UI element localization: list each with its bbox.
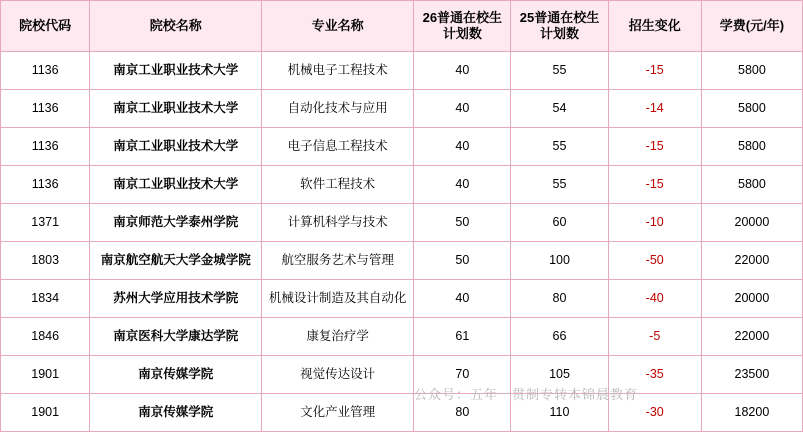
column-header-plan-25: 25普通在校生计划数: [511, 1, 608, 52]
cell-school-code: 1803: [1, 242, 90, 280]
cell-tuition: 5800: [701, 166, 802, 204]
cell-school-code: 1136: [1, 90, 90, 128]
cell-major-name: 电子信息工程技术: [262, 128, 414, 166]
column-header-school-code: 院校代码: [1, 1, 90, 52]
table-row: [1, 318, 803, 356]
cell-plan-25: 55: [511, 128, 608, 166]
cell-plan-26: 61: [414, 318, 511, 356]
table-row: [1, 242, 803, 280]
column-header-school-name: 院校名称: [90, 1, 262, 52]
cell-major-name: 软件工程技术: [262, 166, 414, 204]
cell-school-code: 1901: [1, 356, 90, 394]
cell-enrollment-change: -10: [608, 204, 701, 242]
cell-plan-25: 55: [511, 52, 608, 90]
cell-school-name: 南京师范大学泰州学院: [90, 204, 262, 242]
cell-plan-25: 105: [511, 356, 608, 394]
cell-school-code: 1901: [1, 394, 90, 432]
cell-plan-25: 100: [511, 242, 608, 280]
cell-school-name: 南京工业职业技术大学: [90, 52, 262, 90]
column-header-major-name: 专业名称: [262, 1, 414, 52]
cell-major-name: 机械设计制造及其自动化: [262, 280, 414, 318]
cell-tuition: 23500: [701, 356, 802, 394]
cell-tuition: 22000: [701, 318, 802, 356]
cell-major-name: 视觉传达设计: [262, 356, 414, 394]
cell-plan-26: 50: [414, 204, 511, 242]
cell-plan-26: 80: [414, 394, 511, 432]
cell-plan-26: 40: [414, 280, 511, 318]
table-row: [1, 166, 803, 204]
table-header: [1, 1, 803, 52]
watermark-text: 公众号：五年一贯制专转本锦晨教育: [414, 387, 639, 402]
cell-school-code: 1136: [1, 166, 90, 204]
cell-enrollment-change: -15: [608, 52, 701, 90]
cell-plan-25: 80: [511, 280, 608, 318]
cell-enrollment-change: -5: [608, 318, 701, 356]
table-row: [1, 128, 803, 166]
cell-major-name: 自动化技术与应用: [262, 90, 414, 128]
cell-plan-25: 110: [511, 394, 608, 432]
table-row: [1, 280, 803, 318]
cell-school-code: 1371: [1, 204, 90, 242]
table-row: [1, 356, 803, 394]
cell-plan-26: 40: [414, 90, 511, 128]
cell-tuition: 22000: [701, 242, 802, 280]
cell-school-name: 苏州大学应用技术学院: [90, 280, 262, 318]
cell-plan-25: 60: [511, 204, 608, 242]
cell-plan-26: 50: [414, 242, 511, 280]
cell-tuition: 5800: [701, 128, 802, 166]
cell-school-name: 南京工业职业技术大学: [90, 166, 262, 204]
table-body: [1, 52, 803, 432]
table-row: [1, 52, 803, 90]
cell-major-name: 机械电子工程技术: [262, 52, 414, 90]
cell-school-code: 1846: [1, 318, 90, 356]
cell-enrollment-change: -30: [608, 394, 701, 432]
cell-school-code: 1136: [1, 52, 90, 90]
column-header-tuition: 学费(元/年): [701, 1, 802, 52]
cell-plan-26: 40: [414, 52, 511, 90]
cell-tuition: 18200: [701, 394, 802, 432]
cell-enrollment-change: -14: [608, 90, 701, 128]
cell-major-name: 计算机科学与技术: [262, 204, 414, 242]
cell-tuition: 5800: [701, 90, 802, 128]
cell-plan-26: 70: [414, 356, 511, 394]
cell-school-name: 南京航空航天大学金城学院: [90, 242, 262, 280]
cell-school-name: 南京工业职业技术大学: [90, 90, 262, 128]
cell-enrollment-change: -50: [608, 242, 701, 280]
cell-plan-25: 55: [511, 166, 608, 204]
cell-plan-25: 54: [511, 90, 608, 128]
cell-plan-26: 40: [414, 166, 511, 204]
table-row: [1, 204, 803, 242]
cell-school-name: 南京医科大学康达学院: [90, 318, 262, 356]
column-header-enrollment-change: 招生变化: [608, 1, 701, 52]
cell-tuition: 5800: [701, 52, 802, 90]
cell-major-name: 航空服务艺术与管理: [262, 242, 414, 280]
cell-major-name: 文化产业管理: [262, 394, 414, 432]
cell-school-code: 1834: [1, 280, 90, 318]
cell-tuition: 20000: [701, 280, 802, 318]
column-header-plan-26: 26普通在校生计划数: [414, 1, 511, 52]
cell-tuition: 20000: [701, 204, 802, 242]
cell-school-name: 南京工业职业技术大学: [90, 128, 262, 166]
table-header-row: [1, 1, 803, 52]
cell-enrollment-change: -40: [608, 280, 701, 318]
cell-school-name: 南京传媒学院: [90, 394, 262, 432]
cell-plan-25: 66: [511, 318, 608, 356]
table-row: [1, 394, 803, 432]
cell-enrollment-change: -15: [608, 166, 701, 204]
cell-enrollment-change: -35: [608, 356, 701, 394]
cell-school-name: 南京传媒学院: [90, 356, 262, 394]
cell-plan-26: 40: [414, 128, 511, 166]
cell-school-code: 1136: [1, 128, 90, 166]
cell-major-name: 康复治疗学: [262, 318, 414, 356]
table-row: [1, 90, 803, 128]
cell-enrollment-change: -15: [608, 128, 701, 166]
